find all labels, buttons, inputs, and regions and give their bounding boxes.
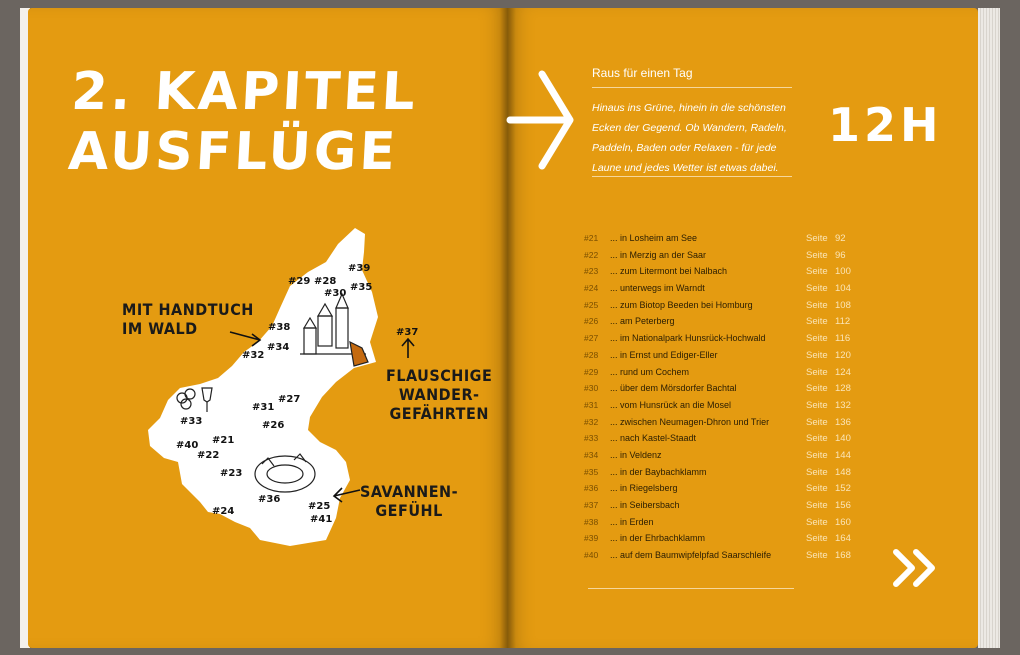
toc-seite-label: Seite: [806, 466, 828, 478]
toc-number: #39: [584, 533, 599, 544]
toc-row: [580, 297, 860, 314]
toc-title: ... zwischen Neumagen-Dhron und Trier: [610, 416, 770, 427]
toc-title: ... in der Baybachklamm: [610, 466, 707, 477]
toc-title: ... in der Ehrbachklamm: [610, 533, 706, 544]
divider: [592, 176, 792, 177]
arrow-icon: [228, 326, 268, 348]
toc-number: #35: [584, 466, 599, 477]
map-pin: #26: [262, 420, 285, 431]
toc-row: [580, 480, 860, 497]
toc-seite-label: Seite: [806, 299, 828, 311]
toc-page-number: 108: [835, 299, 851, 311]
toc-number: #36: [584, 483, 599, 494]
arrow-right-icon: [506, 66, 576, 170]
chapter-title-line1: 2. KAPITEL: [70, 62, 420, 122]
intro-text: Hinaus ins Grüne, hinein in die schönsten Ecken der Gegend. Ob Wandern, Radeln, Paddeln, Baden oder Relaxen - für jede Laune und jedes Wetter ist etwas dabei.: [592, 102, 787, 174]
toc-number: #28: [584, 349, 599, 360]
map-pin: #41: [310, 514, 333, 525]
toc-number: #26: [584, 316, 599, 327]
toc-seite-label: Seite: [806, 249, 828, 261]
map-pin: #33: [180, 416, 203, 427]
toc-row: [580, 347, 860, 364]
toc-number: #21: [584, 233, 599, 243]
toc-seite-label: Seite: [806, 550, 828, 562]
map-pin: #29: [288, 276, 311, 287]
toc-page-number: 132: [835, 399, 851, 411]
toc-row: [580, 313, 860, 330]
right-page-stack: [978, 8, 1000, 648]
toc-seite-label: Seite: [806, 383, 828, 395]
toc-page-number: 92: [835, 233, 846, 244]
map-pin: #39: [348, 263, 371, 274]
toc-number: #38: [584, 516, 599, 527]
toc-number: #33: [584, 433, 599, 444]
toc-page-number: 96: [835, 249, 846, 261]
toc-seite-label: Seite: [806, 266, 828, 278]
toc-page-number: 124: [835, 366, 851, 378]
toc-seite-label: Seite: [806, 366, 828, 378]
toc-seite-label: Seite: [806, 500, 828, 511]
map-pin: #37: [396, 327, 419, 338]
toc-page-number: 160: [835, 516, 851, 528]
toc-page-number: 136: [835, 416, 851, 428]
map-pin: #28: [314, 276, 337, 287]
toc-page-number: 168: [835, 550, 851, 562]
map-label-savanne: SAVANNEN- GEFÜHL: [360, 482, 459, 520]
chapter-title: [67, 62, 419, 182]
toc-title: ... auf dem Baumwipfelpfad Saarschleife: [610, 550, 772, 561]
chapter-title-line2: AUSFLÜGE: [66, 122, 400, 182]
arrow-icon: [330, 484, 362, 504]
section-subtitle: Raus für einen Tag: [592, 66, 693, 80]
toc-title: ... unterwegs im Warndt: [610, 283, 705, 294]
toc-page-number: 100: [835, 266, 851, 278]
table-of-contents: [580, 230, 860, 564]
toc-seite-label: Seite: [806, 533, 828, 545]
toc-row: [580, 397, 860, 414]
toc-page-number: 104: [835, 283, 851, 295]
map-label-handtuch: MIT HANDTUCH IM WALD: [122, 300, 254, 338]
toc-title: ... in Losheim am See: [610, 233, 698, 243]
toc-title: ... in Veldenz: [610, 449, 662, 460]
toc-title: ... in Ernst und Ediger-Eller: [610, 349, 718, 360]
map-label-flauschig: FLAUSCHIGE WANDER- GEFÄHRTEN: [386, 366, 493, 423]
map-pin: #22: [197, 450, 220, 461]
toc-number: #37: [584, 500, 599, 510]
toc-seite-label: Seite: [806, 416, 828, 428]
map-pin: #38: [268, 322, 291, 333]
toc-seite-label: Seite: [806, 349, 828, 361]
toc-row: [580, 497, 860, 514]
toc-seite-label: Seite: [806, 449, 828, 461]
toc-seite-label: Seite: [806, 399, 828, 411]
map-pin: #35: [350, 282, 373, 293]
toc-number: #29: [584, 366, 599, 377]
toc-number: #31: [584, 399, 599, 410]
toc-seite-label: Seite: [806, 433, 828, 445]
toc-page-number: 140: [835, 433, 851, 445]
toc-number: #25: [584, 299, 599, 310]
map-pin: #27: [278, 394, 301, 405]
time-badge: 12H: [828, 98, 943, 152]
toc-page-number: 120: [835, 349, 851, 361]
toc-title: ... zum Biotop Beeden bei Homburg: [610, 299, 753, 310]
map-pin: #25: [308, 501, 331, 512]
toc-row: [580, 380, 860, 397]
toc-page-number: 128: [835, 383, 851, 395]
map-pin: #31: [252, 402, 275, 413]
toc-number: #22: [584, 249, 599, 260]
toc-row: [580, 247, 860, 264]
toc-seite-label: Seite: [806, 333, 828, 345]
map-pin: #34: [267, 342, 290, 353]
toc-row: [580, 330, 860, 347]
toc-title: ... zum Litermont bei Nalbach: [610, 266, 728, 277]
toc-page-number: 156: [835, 500, 851, 511]
toc-seite-label: Seite: [806, 516, 828, 528]
toc-seite-label: Seite: [806, 283, 828, 295]
toc-title: ... vom Hunsrück an die Mosel: [610, 399, 732, 410]
toc-number: #30: [584, 383, 599, 394]
map-pin: #21: [212, 435, 235, 446]
toc-number: #40: [584, 550, 599, 561]
map-pin: #23: [220, 468, 243, 479]
map-pin: #32: [242, 350, 265, 361]
toc-title: ... in Seibersbach: [610, 500, 680, 510]
toc-title: ... in Erden: [610, 516, 654, 527]
toc-page-number: 152: [835, 483, 851, 495]
toc-number: #24: [584, 283, 599, 294]
toc-row: [580, 530, 860, 547]
toc-number: #27: [584, 333, 599, 344]
toc-title: ... im Nationalpark Hunsrück-Hochwald: [610, 333, 766, 344]
toc-title: ... über dem Mörsdorfer Bachtal: [610, 383, 737, 394]
toc-title: ... am Peterberg: [610, 316, 675, 327]
map-pin: #30: [324, 288, 347, 299]
toc-title: ... in Riegelsberg: [610, 483, 678, 494]
map-pin: #36: [258, 494, 281, 505]
toc-number: #34: [584, 449, 599, 460]
toc-row: [580, 263, 860, 280]
toc-row: [580, 364, 860, 381]
toc-row: [580, 447, 860, 464]
toc-row: [580, 514, 860, 531]
toc-row: [580, 430, 860, 447]
double-chevron-right-icon: [890, 546, 944, 590]
toc-row: [580, 547, 860, 564]
toc-row: [580, 230, 860, 247]
map-pin: #40: [176, 440, 199, 451]
toc-page-number: 144: [835, 449, 851, 461]
map-pin: #24: [212, 506, 235, 517]
toc-number: #23: [584, 266, 599, 277]
toc-number: #32: [584, 416, 599, 427]
arrow-icon: [398, 336, 418, 360]
toc-seite-label: Seite: [806, 233, 828, 244]
toc-seite-label: Seite: [806, 316, 828, 328]
toc-row: [580, 464, 860, 481]
toc-title: ... nach Kastel-Staadt: [610, 433, 697, 444]
toc-title: ... rund um Cochem: [610, 366, 690, 377]
divider: [588, 588, 794, 589]
toc-page-number: 164: [835, 533, 851, 545]
toc-seite-label: Seite: [806, 483, 828, 495]
toc-row: [580, 280, 860, 297]
toc-row: [580, 414, 860, 431]
toc-title: ... in Merzig an der Saar: [610, 249, 707, 260]
toc-page-number: 112: [835, 316, 851, 328]
toc-page-number: 116: [835, 333, 851, 345]
divider: [592, 87, 792, 88]
toc-page-number: 148: [835, 466, 851, 478]
